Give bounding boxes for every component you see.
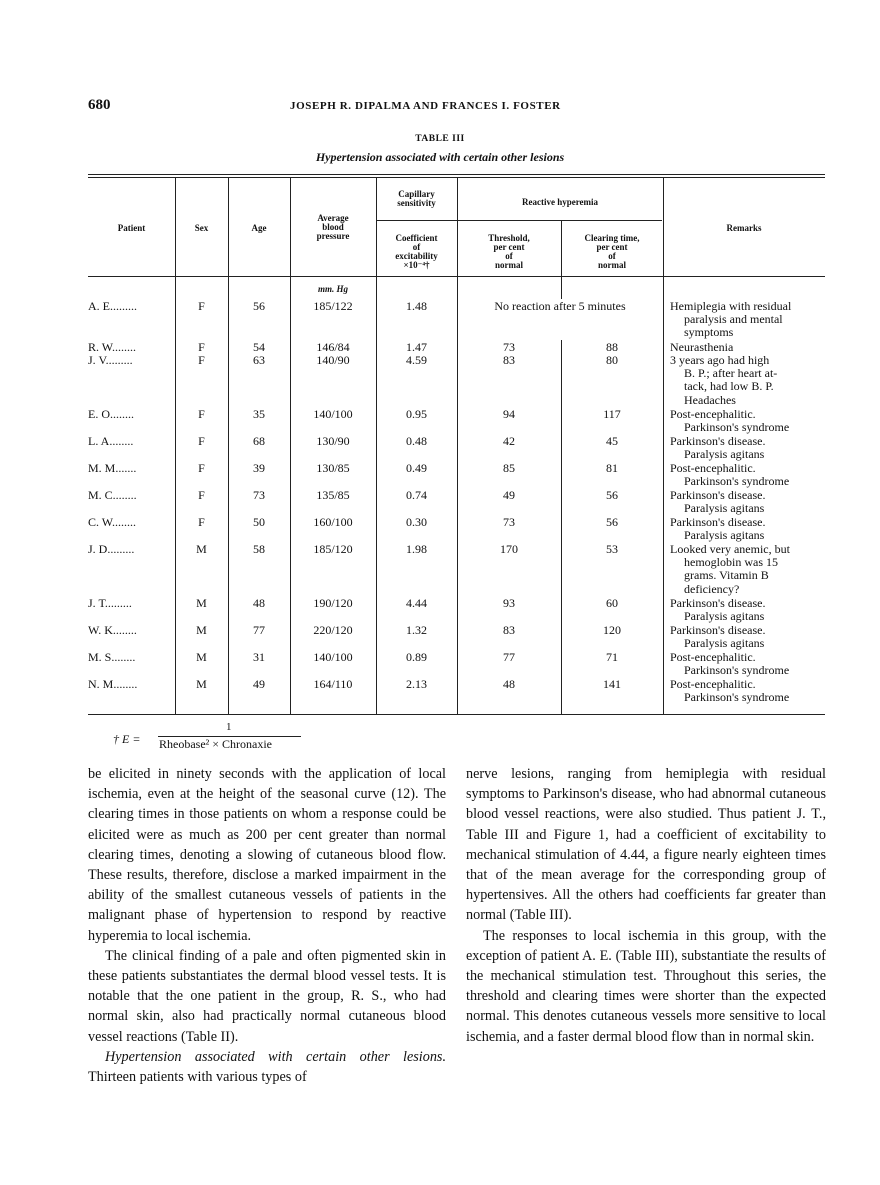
cell-sex: F: [198, 407, 205, 421]
remark-line: Parkinson's syndrome: [684, 690, 790, 705]
cell-blood-pressure: 164/110: [313, 677, 353, 691]
section-heading: Hypertension associated with certain other lesions.: [105, 1048, 446, 1065]
remark-line: Neurasthenia: [670, 340, 734, 354]
footnote-numerator: 1: [226, 721, 232, 733]
remark-line: symptoms: [684, 325, 734, 340]
cell-sex: M: [196, 596, 207, 610]
cell-threshold: 48: [503, 677, 515, 691]
header-remarks: Remarks: [726, 223, 762, 233]
cell-blood-pressure: 140/100: [313, 650, 353, 664]
cell-clearing-time: 56: [606, 488, 618, 502]
cell-sex: M: [196, 677, 207, 691]
cell-remarks: [670, 543, 840, 596]
cell-age: 50: [253, 515, 265, 529]
cell-patient: J. D.........: [88, 542, 135, 556]
cell-coefficient: 0.95: [406, 407, 427, 421]
footnote-denominator: Rheobase² × Chronaxie: [159, 737, 273, 751]
cell-clearing-time: 60: [606, 596, 618, 610]
cell-blood-pressure: 146/84: [316, 340, 350, 354]
left-paragraph-2: The clinical finding of a pale and often pigmented skin in these patients substantiates the dermal blood vessel tests. It is notable that the one patient in the group, R. S., who had normal skin, also had practically normal cutaneous blood vessel reactions (Table II).: [88, 947, 446, 1045]
cell-coefficient: 1.48: [406, 299, 427, 313]
remark-line: paralysis and mental: [684, 312, 783, 327]
remark-line: Paralysis agitans: [684, 447, 765, 462]
header-clearing-time: Clearing time, per cent of normal: [584, 233, 640, 270]
remark-line: Post-encephalitic.: [670, 677, 756, 691]
header-sex: Sex: [194, 223, 209, 233]
cell-blood-pressure: 190/120: [313, 596, 353, 610]
cell-coefficient: 1.98: [406, 542, 427, 556]
cell-coefficient: 4.59: [406, 353, 427, 367]
cell-coefficient: 0.30: [406, 515, 427, 529]
cell-patient: M. S........: [88, 650, 136, 664]
remark-line: tack, had low B. P.: [684, 379, 774, 394]
cell-patient: J. V.........: [88, 353, 133, 367]
cell-sex: F: [198, 515, 205, 529]
cell-threshold: 42: [503, 434, 515, 448]
cell-clearing-time: 120: [603, 623, 621, 637]
cell-reactive-hyperemia: No reaction after 5 minutes: [494, 299, 626, 313]
cell-patient: W. K........: [88, 623, 137, 637]
cell-clearing-time: 141: [603, 677, 621, 691]
cell-threshold: 93: [503, 596, 515, 610]
cell-age: 35: [253, 407, 265, 421]
table-bottom-rule: [88, 714, 825, 715]
cell-remarks: [670, 651, 840, 677]
remark-line: Paralysis agitans: [684, 636, 765, 651]
cell-blood-pressure: 220/120: [313, 623, 353, 637]
cell-coefficient: 4.44: [406, 596, 427, 610]
cell-coefficient: 1.32: [406, 623, 427, 637]
header-coefficient: Coefficient of excitability ×10⁻⁴†: [395, 233, 438, 270]
remark-line: Parkinson's disease.: [670, 596, 766, 610]
cell-blood-pressure: 140/90: [316, 353, 350, 367]
cell-patient: N. M........: [88, 677, 138, 691]
table-title: Hypertension associated with certain other lesions: [315, 150, 565, 164]
cell-blood-pressure: 135/85: [316, 488, 350, 502]
left-paragraph-3: Hypertension associated with certain other lesions. Thirteen patients with various types of: [88, 1048, 446, 1086]
header-blood-pressure: Average blood pressure: [316, 213, 350, 241]
cell-blood-pressure: 185/122: [313, 299, 353, 313]
cell-patient: L. A........: [88, 434, 134, 448]
cell-threshold: 170: [500, 542, 518, 556]
footnote-lhs: † E =: [113, 732, 141, 746]
cell-remarks: [670, 624, 840, 650]
cell-remarks: [670, 435, 840, 461]
cell-coefficient: 2.13: [406, 677, 427, 691]
cell-coefficient: 0.49: [406, 461, 427, 475]
right-paragraph-2: The responses to local ischemia in this group, with the exception of patient A. E. (Table III), substantiate the results of the mechanical stimulation test. Throughout this series, the threshold and clearing times were shorter than the expected normal. This denotes cutaneous vessels more sensitive to local ischemia, and a faster dermal blood flow than in normal skin.: [466, 927, 826, 1045]
cell-threshold: 83: [503, 353, 515, 367]
cell-clearing-time: 80: [606, 353, 618, 367]
running-head: JOSEPH R. DIPALMA AND FRANCES I. FOSTER: [290, 100, 561, 112]
remark-line: Parkinson's disease.: [670, 488, 766, 502]
cell-clearing-time: 81: [606, 461, 618, 475]
cell-age: 54: [253, 340, 265, 354]
cell-sex: F: [198, 353, 205, 367]
remark-line: Parkinson's disease.: [670, 434, 766, 448]
cell-remarks: [670, 597, 840, 623]
cell-age: 63: [253, 353, 265, 367]
cell-threshold: 77: [503, 650, 515, 664]
remark-line: Post-encephalitic.: [670, 461, 756, 475]
cell-sex: F: [198, 340, 205, 354]
cell-remarks: [670, 462, 840, 488]
remark-line: hemoglobin was 15: [684, 555, 778, 570]
cell-age: 77: [253, 623, 265, 637]
cell-age: 73: [253, 488, 265, 502]
cell-age: 49: [253, 677, 265, 691]
header-capillary-sensitivity: Capillary sensitivity: [397, 189, 436, 208]
cell-sex: F: [198, 488, 205, 502]
cell-blood-pressure: 130/85: [316, 461, 350, 475]
cell-age: 39: [253, 461, 265, 475]
remark-line: Paralysis agitans: [684, 528, 765, 543]
table-label: TABLE III: [415, 134, 465, 144]
cell-threshold: 73: [503, 515, 515, 529]
cell-remarks: [670, 516, 840, 542]
cell-age: 48: [253, 596, 265, 610]
left-column: [88, 764, 446, 1087]
cell-clearing-time: 53: [606, 542, 618, 556]
cell-age: 31: [253, 650, 265, 664]
remark-line: Headaches: [684, 392, 736, 407]
remark-line: Looked very anemic, but: [670, 542, 790, 556]
remark-line: Post-encephalitic.: [670, 650, 756, 664]
header-age: Age: [251, 223, 267, 233]
cell-coefficient: 0.89: [406, 650, 427, 664]
cell-patient: J. T.........: [88, 596, 132, 610]
cell-patient: C. W........: [88, 515, 137, 529]
remark-line: deficiency?: [684, 581, 740, 596]
cell-clearing-time: 71: [606, 650, 618, 664]
cell-blood-pressure: 160/100: [313, 515, 353, 529]
cell-blood-pressure: 185/120: [313, 542, 353, 556]
remark-line: grams. Vitamin B: [684, 568, 769, 583]
col-divider-7: [663, 178, 664, 714]
cell-blood-pressure: 140/100: [313, 407, 353, 421]
cell-clearing-time: 56: [606, 515, 618, 529]
remark-line: Parkinson's disease.: [670, 515, 766, 529]
cell-threshold: 94: [503, 407, 515, 421]
remark-line: Parkinson's syndrome: [684, 420, 790, 435]
cell-sex: F: [198, 434, 205, 448]
cell-age: 56: [253, 299, 265, 313]
cell-clearing-time: 45: [606, 434, 618, 448]
remark-line: Parkinson's syndrome: [684, 474, 790, 489]
remark-line: Post-encephalitic.: [670, 407, 756, 421]
cell-age: 68: [253, 434, 265, 448]
remark-line: Paralysis agitans: [684, 609, 765, 624]
cell-sex: M: [196, 542, 207, 556]
page-number: 680: [88, 97, 111, 113]
cell-coefficient: 0.48: [406, 434, 427, 448]
cell-threshold: 83: [503, 623, 515, 637]
cell-patient: R. W........: [88, 340, 137, 354]
cell-threshold: 85: [503, 461, 515, 475]
cell-sex: F: [198, 299, 205, 313]
remark-line: Hemiplegia with residual: [670, 299, 792, 313]
cell-patient: E. O........: [88, 407, 134, 421]
cell-sex: M: [196, 623, 207, 637]
cell-remarks: [670, 408, 840, 434]
cell-patient: M. C........: [88, 488, 137, 502]
cell-sex: F: [198, 461, 205, 475]
cell-clearing-time: 88: [606, 340, 618, 354]
remark-line: 3 years ago had high: [670, 353, 770, 367]
cell-remarks: [670, 354, 840, 407]
cell-threshold: 49: [503, 488, 515, 502]
cell-remarks: [670, 489, 840, 515]
header-patient: Patient: [117, 223, 146, 233]
cell-clearing-time: 117: [603, 407, 621, 421]
remark-line: Paralysis agitans: [684, 501, 765, 516]
right-column: [466, 764, 826, 1047]
cell-remarks: [670, 678, 840, 704]
cell-coefficient: 1.47: [406, 340, 427, 354]
header-subrule: [376, 220, 662, 221]
cell-threshold: 73: [503, 340, 515, 354]
cell-patient: A. E.........: [88, 299, 137, 313]
remark-line: Parkinson's disease.: [670, 623, 766, 637]
left-paragraph-1: be elicited in ninety seconds with the application of local ischemia, even at the height of the seasonal curve (12). The clearing times in those patients on whom a response could be elicited were as much as 200 per cent greater than normal clearing times, denoting a slowing of cutaneous blood flow. These results, therefore, disclose a marked impairment in the ability of the smallest cutaneous vessels of patients in the malignant phase of hypertension to respond by reactive hyperemia to local ischemia.: [88, 766, 446, 944]
cell-age: 58: [253, 542, 265, 556]
remark-line: B. P.; after heart at-: [684, 366, 778, 381]
right-paragraph-1: nerve lesions, ranging from hemiplegia with residual symptoms to Parkinson's disease, who had abnormal cutaneous blood vessel reactions, were also studied. Thus patient J. T., Table III and Figure 1, had a coefficient of excitability to mechanical stimulation of 4.44, a figure nearly eighteen times that of the mean average for the corresponding group of hypertensives. All the others had coefficients far greater than normal (Table III).: [466, 766, 826, 924]
cell-patient: M. M.......: [88, 461, 137, 475]
cell-remarks: [670, 300, 840, 340]
cell-coefficient: 0.74: [406, 488, 427, 502]
header-reactive-hyperemia: Reactive hyperemia: [521, 197, 599, 207]
cell-blood-pressure: 130/90: [316, 434, 350, 448]
remark-line: Parkinson's syndrome: [684, 663, 790, 678]
table-top-rule: [88, 174, 825, 175]
units-label: mm. Hg: [317, 284, 348, 294]
header-threshold: Threshold, per cent of normal: [488, 233, 530, 270]
cell-sex: M: [196, 650, 207, 664]
